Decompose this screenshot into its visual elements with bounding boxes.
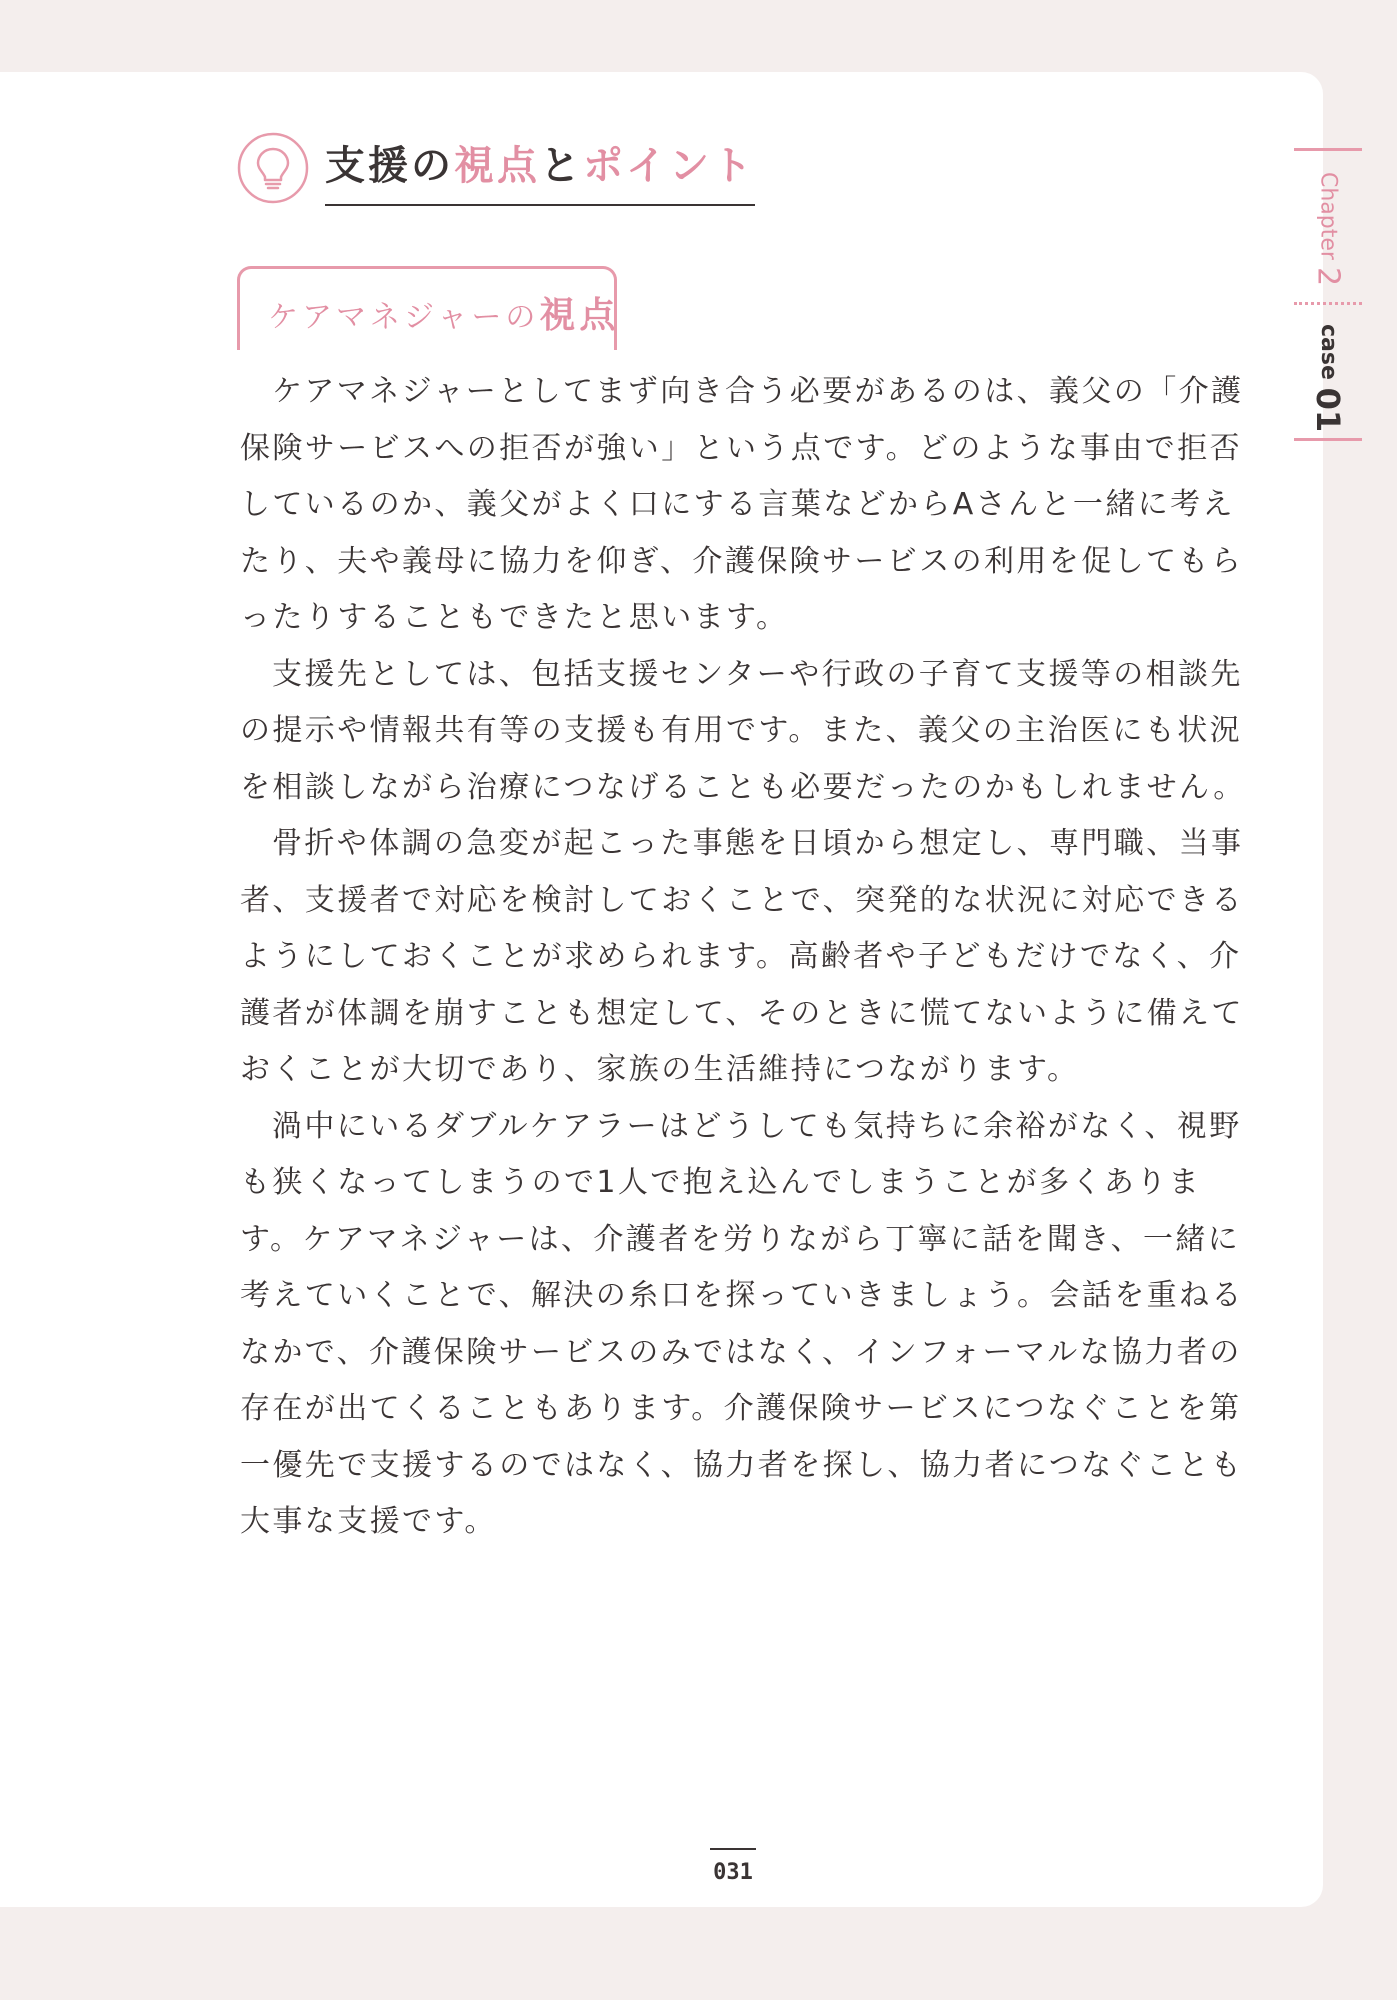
paragraph: 支援先としては、包括支援センターや行政の子育て支援等の相談先の提示や情報共有等の支援も有用です。また、義父の主治医にも状況を相談しながら治療につなげることも必要だったのかもしれません。 [240, 656, 1246, 805]
title-part-3: と [540, 143, 583, 189]
paragraph: 骨折や体調の急変が起こった事態を日頃から想定し、専門職、当事者、支援者で対応を検討しておくことで、突発的な状況に対応できるようにしておくことが求められます。高齢者や子どもだけでなく、介護者が体調を崩すことも想定して、そのときに慌てないように備えておくことが大切であり、家族の生活維持につながります。 [240, 826, 1244, 1087]
title-part-1: 支援の [325, 143, 454, 189]
lightbulb-icon [237, 132, 309, 204]
case-text: case [1316, 324, 1341, 380]
subsection-label [268, 287, 619, 338]
chapter-text: Chapter [1315, 172, 1341, 260]
case-number: 01 [1309, 387, 1347, 433]
title-part-4: ポイント [583, 143, 755, 189]
paragraph: 渦中にいるダブルケアラーはどうしても気持ちに余裕がなく、視野も狭くなってしまうので1人で抱え込んでしまうことが多くあります。ケアマネジャーは、介護者を労りながら丁寧に話を聞き、一緒に考えていくことで、解決の糸口を探っていきましょう。会話を重ねるなかで、介護保険サービスのみではなく、インフォーマルな協力者の存在が出てくることもあります。介護保険サービスにつなぐことを第一優先で支援するのではなく、協力者を探し、協力者につなぐことも大事な支援です。 [240, 1108, 1244, 1539]
chapter-label [1311, 172, 1346, 286]
subsection-label-big: 視点 [539, 295, 620, 336]
chapter-number: 2 [1310, 266, 1346, 287]
subsection-label-box [237, 266, 620, 350]
case-label [1309, 324, 1347, 432]
title-part-2: 視点 [454, 143, 540, 189]
tab-bottom-line [1294, 438, 1362, 441]
tab-divider [1294, 302, 1362, 305]
paragraph: ケアマネジャーとしてまず向き合う必要があるのは、義父の「介護保険サービスへの拒否が強い」という点です。どのような事由で拒否しているのか、義父がよく口にする言葉などからAさんと一緒に考えたり、夫や義母に協力を仰ぎ、介護保険サービスの利用を促してもらったりすることもできたと思います。 [240, 374, 1244, 635]
subsection-label-small: ケアマネジャーの [268, 300, 540, 335]
body-text [240, 364, 1250, 1551]
page-number: 031 [713, 1860, 753, 1885]
chapter-tab [1294, 148, 1364, 440]
page-number-rule [710, 1848, 756, 1850]
page-title [325, 132, 755, 206]
tab-top-line [1294, 148, 1362, 151]
